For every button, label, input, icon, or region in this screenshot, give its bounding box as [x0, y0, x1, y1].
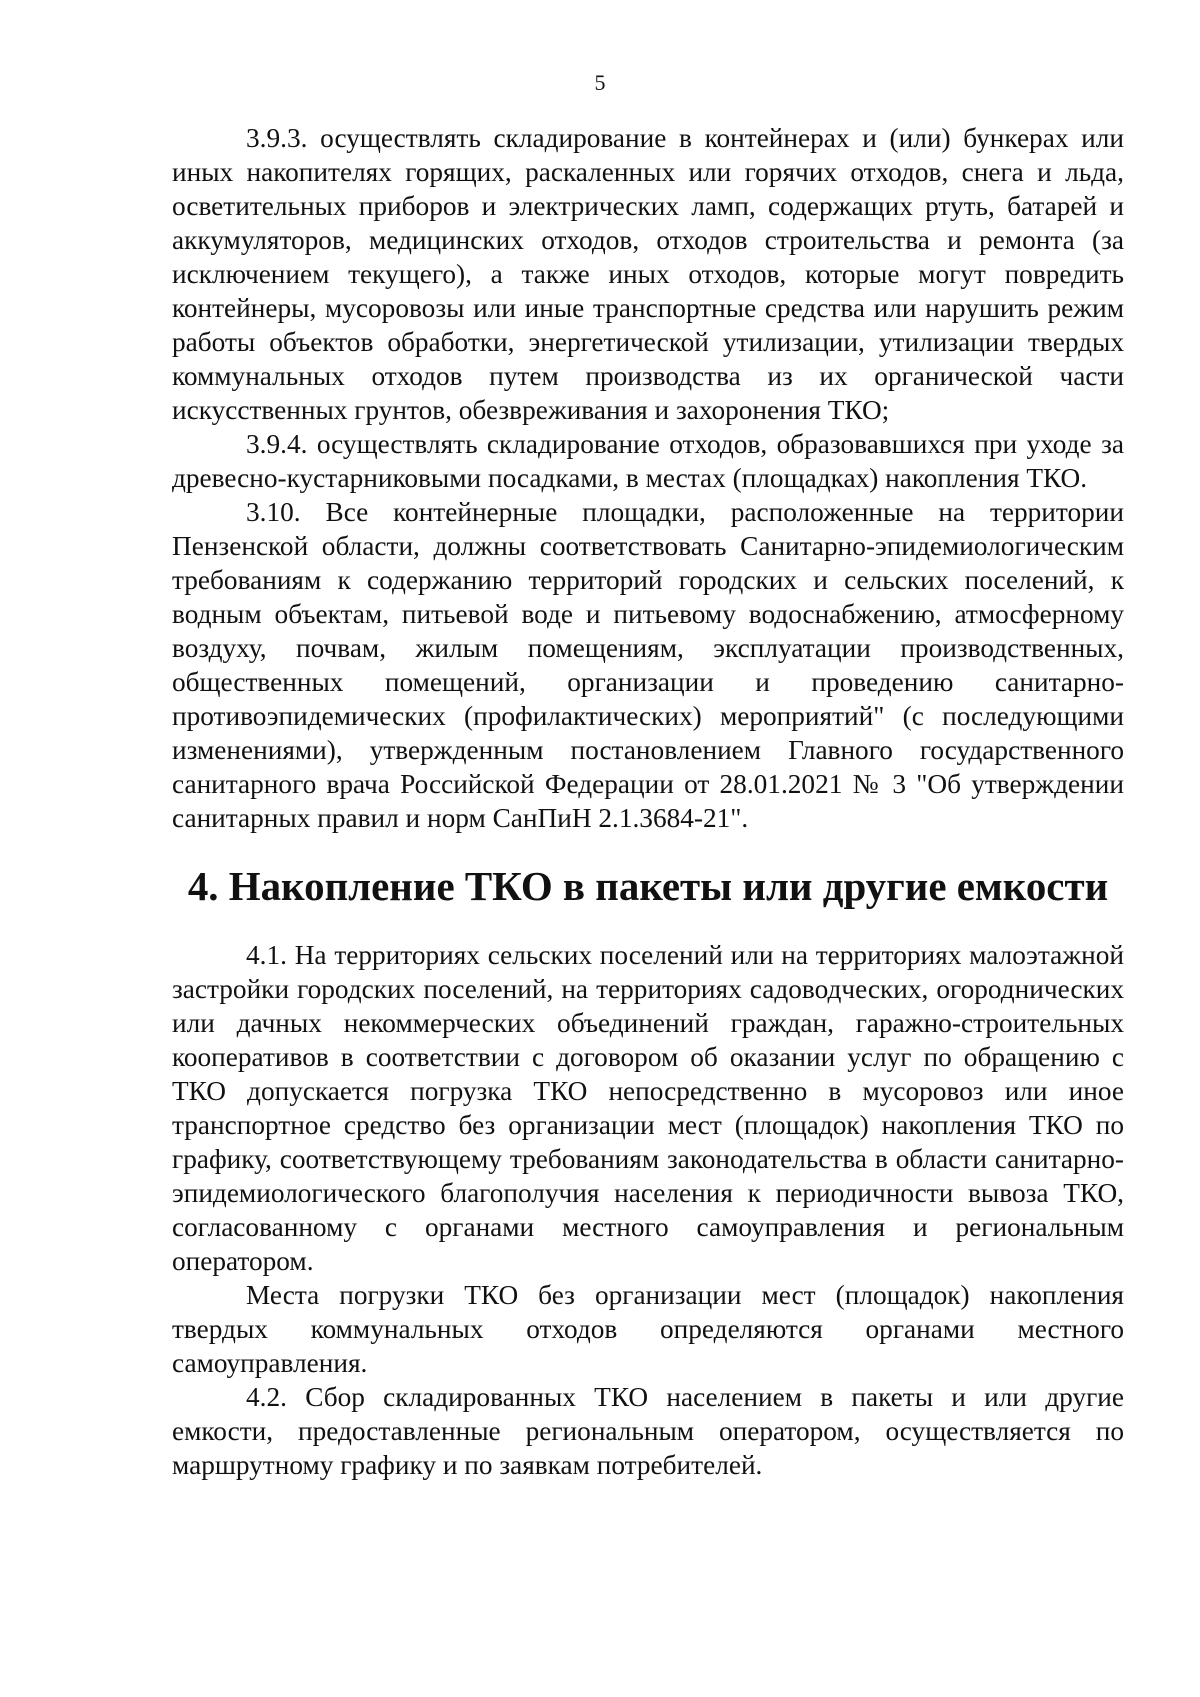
- paragraph-3-9-3: 3.9.3. осуществлять складирование в контейнерах и (или) бункерах или иных накопителях горящих, раскаленных или горячих отходов, снега и льда, осветительных приборов и электрических ламп, содержащих ртуть, батарей и аккумуляторов, медицинских отходов, отходов строительства и ремонта (за исключением текущего), а также иных отходов, которые могут повредить контейнеры, мусоровозы или иные транспортные средства или нарушить режим работы объектов обработки, энергетической утилизации, утилизации твердых коммунальных отходов путем производства из их органической части искусственных грунтов, обезвреживания и захоронения ТКО;: [172, 123, 1124, 425]
- page-number: 5: [594, 70, 606, 95]
- paragraph-3-10: 3.10. Все контейнерные площадки, расположенные на территории Пензенской области, должны соответствовать Санитарно-эпидемиологическим требованиям к содержанию территорий городских и сельских поселений, к водным объектам, питьевой воде и питьевому водоснабжению, атмосферному воздуху, почвам, жилым помещениям, эксплуатации производственных, общественных помещений, организации и проведению санитарно-противоэпидемических (профилактических) мероприятий" (с последующими изменениями), утвержденным постановлением Главного государственного санитарного врача Российской Федерации от 28.01.2021 № 3 "Об утверждении санитарных правил и норм СанПиН 2.1.3684-21".: [172, 497, 1124, 833]
- document-body: [172, 121, 1124, 1482]
- paragraph-4-2: 4.2. Сбор складированных ТКО населением в пакеты и или другие емкости, предоставленные региональным оператором, осуществляется по маршрутному графику и по заявкам потребителей.: [172, 1382, 1124, 1480]
- paragraph-3-9-4: 3.9.4. осуществлять складирование отходов, образовавшихся при уходе за древесно-кустарниковыми посадками, в местах (площадках) накопления ТКО.: [172, 429, 1124, 493]
- section-heading: 4. Накопление ТКО в пакеты или другие емкости: [187, 864, 1109, 909]
- paragraph-4-1: 4.1. На территориях сельских поселений или на территориях малоэтажной застройки городских поселений, на территориях садоводческих, огороднических или дачных некоммерческих объединений граждан, гаражно-строительных кооперативов в соответствии с договором об оказании услуг по обращению с ТКО допускается погрузка ТКО непосредственно в мусоровоз или иное транспортное средство без организации мест (площадок) накопления ТКО по графику, соответствующему требованиям законодательства в области санитарно-эпидемиологического благополучия населения к периодичности вывоза ТКО, согласованному с органами местного самоуправления и региональным оператором.: [172, 940, 1124, 1276]
- paragraph-loading-places: Места погрузки ТКО без организации мест (площадок) накопления твердых коммунальных отходов определяются органами местного самоуправления.: [172, 1280, 1124, 1378]
